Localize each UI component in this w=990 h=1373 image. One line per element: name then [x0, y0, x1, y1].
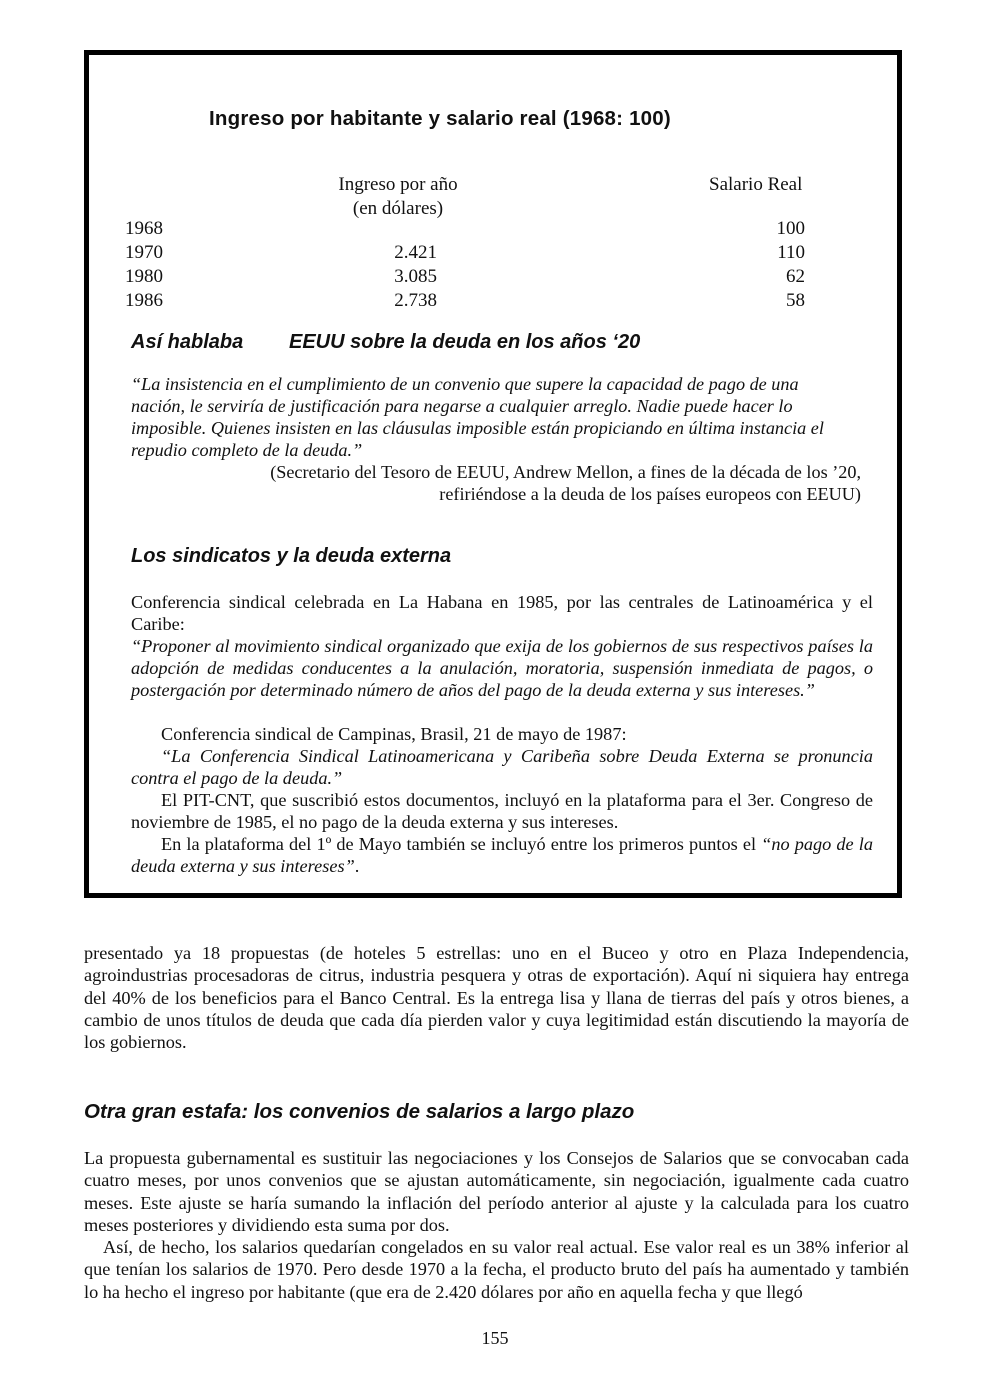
platform-quote: “no pago de la deuda externa y sus intereses” [131, 834, 873, 876]
body-paragraph-2: La propuesta gubernamental es sustituir las negociaciones y los Consejos de Salarios que se convocaban cada cuatro meses, por unos convenios que se ajustan automáticamente, sin negociación, igualmente cada cuatro meses. Este ajuste se haría sumando la inflación del período anterior al ajuste y la calculada para los cuatro meses posteriores y dividiendo esta suma por dos. [84, 1148, 909, 1235]
section-heading-1a: Así hablaba [131, 331, 244, 353]
conference-1-intro: Conferencia sindical celebrada en La Habana en 1985, por las centrales de Latinoamérica y el Caribe: [131, 592, 873, 634]
section-heading-2: Los sindicatos y la deuda externa [131, 545, 452, 567]
salary-cell: 100 [776, 218, 805, 239]
attribution-line-2: refiriéndose a la deuda de los países europeos con EEUU) [439, 484, 861, 504]
conference-2-intro: Conferencia sindical de Campinas, Brasil, 21 de mayo de 1987: [161, 724, 627, 744]
section-heading-1b: EEUU sobre la deuda en los años ‘20 [289, 331, 641, 353]
table-row [125, 217, 163, 241]
table-row [125, 241, 163, 265]
column-header-salary: Salario Real [709, 174, 803, 195]
page-number: 155 [481, 1328, 509, 1348]
column-header-income [308, 173, 488, 221]
year-cell: 1970 [125, 242, 163, 263]
article-heading: Otra gran estafa: los convenios de salarios a largo plazo [84, 1100, 635, 1123]
income-cell: 3.085 [394, 266, 437, 287]
income-cell: 2.738 [394, 290, 437, 311]
body-paragraph-3: Así, de hecho, los salarios quedarían congelados en su valor real actual. Ese valor real es un 38% inferior al que tenían los salarios de 1970. Pero desde 1970 a la fecha, el producto bruto del país ha aumentado y también lo ha hecho el ingreso por habitante (que era de 2.420 dólares por año en aquella fecha y que llegó [84, 1237, 909, 1302]
attribution-line-1: (Secretario del Tesoro de EEUU, Andrew Mellon, a fines de la década de los ’20, [270, 462, 861, 482]
year-cell: 1968 [125, 218, 163, 239]
box-title: Ingreso por habitante y salario real (1968: 100) [209, 107, 671, 130]
mellon-quote: “La insistencia en el cumplimiento de un convenio que supere la capacidad de pago de una nación, le serviría de justificación para negarse a cualquier arreglo. Nadie puede hacer lo imposible. Quienes insisten en las cláusulas imposible están propiciando en última instancia el repudio completo de la deuda.” [131, 374, 824, 460]
platform-end: . [354, 856, 360, 876]
year-cell: 1986 [125, 290, 163, 311]
table-row [125, 289, 163, 313]
conference-1-quote: “Proponer al movimiento sindical organizado que exija de los gobiernos de sus respectivos países la adopción de medidas conducentes a la anulación, moratoria, suspensión inmediata de pagos, o postergación por determinado número de años del pago de la deuda externa y sus intereses.” [131, 636, 873, 700]
salary-cell: 110 [777, 242, 805, 263]
year-cell: 1980 [125, 266, 163, 287]
salary-cell: 58 [786, 290, 805, 311]
column-header-income-line1: Ingreso por año [338, 174, 458, 195]
platform-text: En la plataforma del 1º de Mayo también se incluyó entre los primeros puntos el [161, 834, 762, 854]
income-cell: 2.421 [394, 242, 437, 263]
pit-cnt-paragraph: El PIT-CNT, que suscribió estos documentos, incluyó en la plataforma para el 3er. Congreso de noviembre de 1985, el no pago de la deuda externa y sus intereses. [131, 790, 873, 832]
body-paragraph-1: presentado ya 18 propuestas (de hoteles 5 estrellas: uno en el Buceo y otro en Plaza Independencia, agroindustrias procesadoras de citrus, industria pesquera y otras de exportación). Aquí ni siquiera hay entrega del 40% de los beneficios para el Banco Central. Es la entrega lisa y llana de tierras del país y otros bienes, a cambio de unos títulos de deuda que cada día pierden valor y cuya legitimidad están discutiendo la mayoría de los gobiernos. [84, 943, 909, 1053]
column-header-income-line2: (en dólares) [352, 198, 444, 219]
platform-paragraph [131, 833, 873, 877]
data-box [84, 50, 902, 898]
conference-2-quote: “La Conferencia Sindical Latinoamericana y Caribeña sobre Deuda Externa se pronuncia contra el pago de la deuda.” [131, 746, 873, 788]
table-row [125, 265, 163, 289]
salary-cell: 62 [786, 266, 805, 287]
